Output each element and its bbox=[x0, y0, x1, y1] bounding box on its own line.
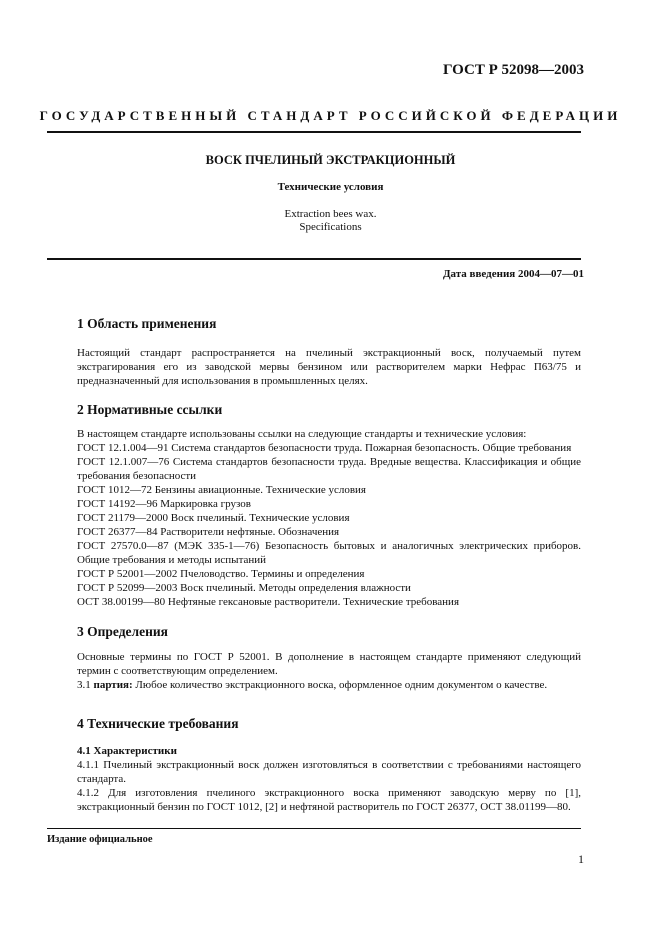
english-title-line-2: Specifications bbox=[299, 221, 362, 233]
clause-4-1-1: 4.1.1 Пчелиный экстракционный воск должен изготовляться в соответствии с требованиями настоящего стандарта. bbox=[77, 759, 581, 785]
document-number: ГОСТ Р 52098—2003 bbox=[442, 62, 584, 78]
clause-4-1-2: 4.1.2 Для изготовления пчелиного экстракционного воска применяют заводскую мерву по [1], экстракционный бензин по ГОСТ 1012, [2] и нефтяной растворитель по ГОСТ 26377, ОСТ 38.01199—80. bbox=[77, 787, 581, 813]
english-title bbox=[0, 208, 661, 234]
state-standard-header: ГОСУДАРСТВЕННЫЙ СТАНДАРТ РОССИЙСКОЙ ФЕДЕРАЦИИ bbox=[39, 108, 622, 123]
ref-line: ГОСТ 1012—72 Бензины авиационные. Технические условия bbox=[77, 484, 366, 496]
header-rule bbox=[47, 131, 581, 133]
ref-line: ГОСТ 21179—2000 Воск пчелиный. Технические условия bbox=[77, 512, 350, 524]
section-4-heading: 4 Технические требования bbox=[77, 716, 239, 731]
section-2-body bbox=[77, 427, 581, 609]
definition-3-1 bbox=[77, 678, 581, 692]
ref-line: ГОСТ 12.1.004—91 Система стандартов безопасности труда. Пожарная безопасность. Общие требования bbox=[77, 442, 572, 454]
ref-line: ОСТ 38.00199—80 Нефтяные гексановые растворители. Технические требования bbox=[77, 596, 459, 608]
document-subtitle: Технические условия bbox=[277, 181, 384, 193]
ref-line: ГОСТ 27570.0—87 (МЭК 335-1—76) Безопасность бытовых и аналогичных электрических приборов. Общие требования и методы испытаний bbox=[77, 540, 581, 566]
page-number: 1 bbox=[578, 852, 584, 866]
section-3-heading: 3 Определения bbox=[77, 624, 168, 639]
ref-line: ГОСТ 12.1.007—76 Система стандартов безопасности труда. Вредные вещества. Классификация и общие требования безопасности bbox=[77, 456, 581, 482]
definition-text: Любое количество экстракционного воска, оформленное одним документом о качестве. bbox=[132, 679, 548, 691]
ref-line: ГОСТ 26377—84 Растворители нефтяные. Обозначения bbox=[77, 526, 340, 538]
english-title-line-1: Extraction bees wax. bbox=[284, 208, 377, 220]
footer-rule bbox=[47, 828, 581, 829]
ref-line: ГОСТ Р 52001—2002 Пчеловодство. Термины и определения bbox=[77, 568, 365, 580]
section-3-text: Основные термины по ГОСТ Р 52001. В дополнение в настоящем стандарте применяют следующий термин с соответствующим определением. bbox=[77, 651, 581, 677]
definition-term: партия: bbox=[93, 679, 133, 691]
edition-label: Издание официальное bbox=[47, 834, 153, 845]
ref-line: В настоящем стандарте использованы ссылки на следующие стандарты и технические условия: bbox=[77, 428, 527, 440]
section-1-text: Настоящий стандарт распространяется на пчелиный экстракционный воск, получаемый путем экстрагирования его из заводской мервы бензином или растворителем марки Нефрас П63/75 и предназначенный для использования в промышленных целях. bbox=[77, 347, 581, 387]
definition-number: 3.1 bbox=[77, 679, 94, 691]
ref-line: ГОСТ Р 52099—2003 Воск пчелиный. Методы определения влажности bbox=[77, 582, 411, 594]
section-4-body bbox=[77, 744, 581, 814]
subsection-4-1-heading: 4.1 Характеристики bbox=[77, 745, 177, 757]
section-1-heading: 1 Область применения bbox=[77, 316, 217, 331]
section-3-body bbox=[77, 650, 581, 692]
ref-line: ГОСТ 14192—96 Маркировка грузов bbox=[77, 498, 251, 510]
section-1-body bbox=[77, 346, 581, 388]
intro-date: Дата введения 2004—07—01 bbox=[442, 268, 584, 280]
document-title: ВОСК ПЧЕЛИНЫЙ ЭКСТРАКЦИОННЫЙ bbox=[205, 153, 456, 167]
section-2-heading: 2 Нормативные ссылки bbox=[77, 402, 223, 417]
title-rule bbox=[47, 258, 581, 260]
